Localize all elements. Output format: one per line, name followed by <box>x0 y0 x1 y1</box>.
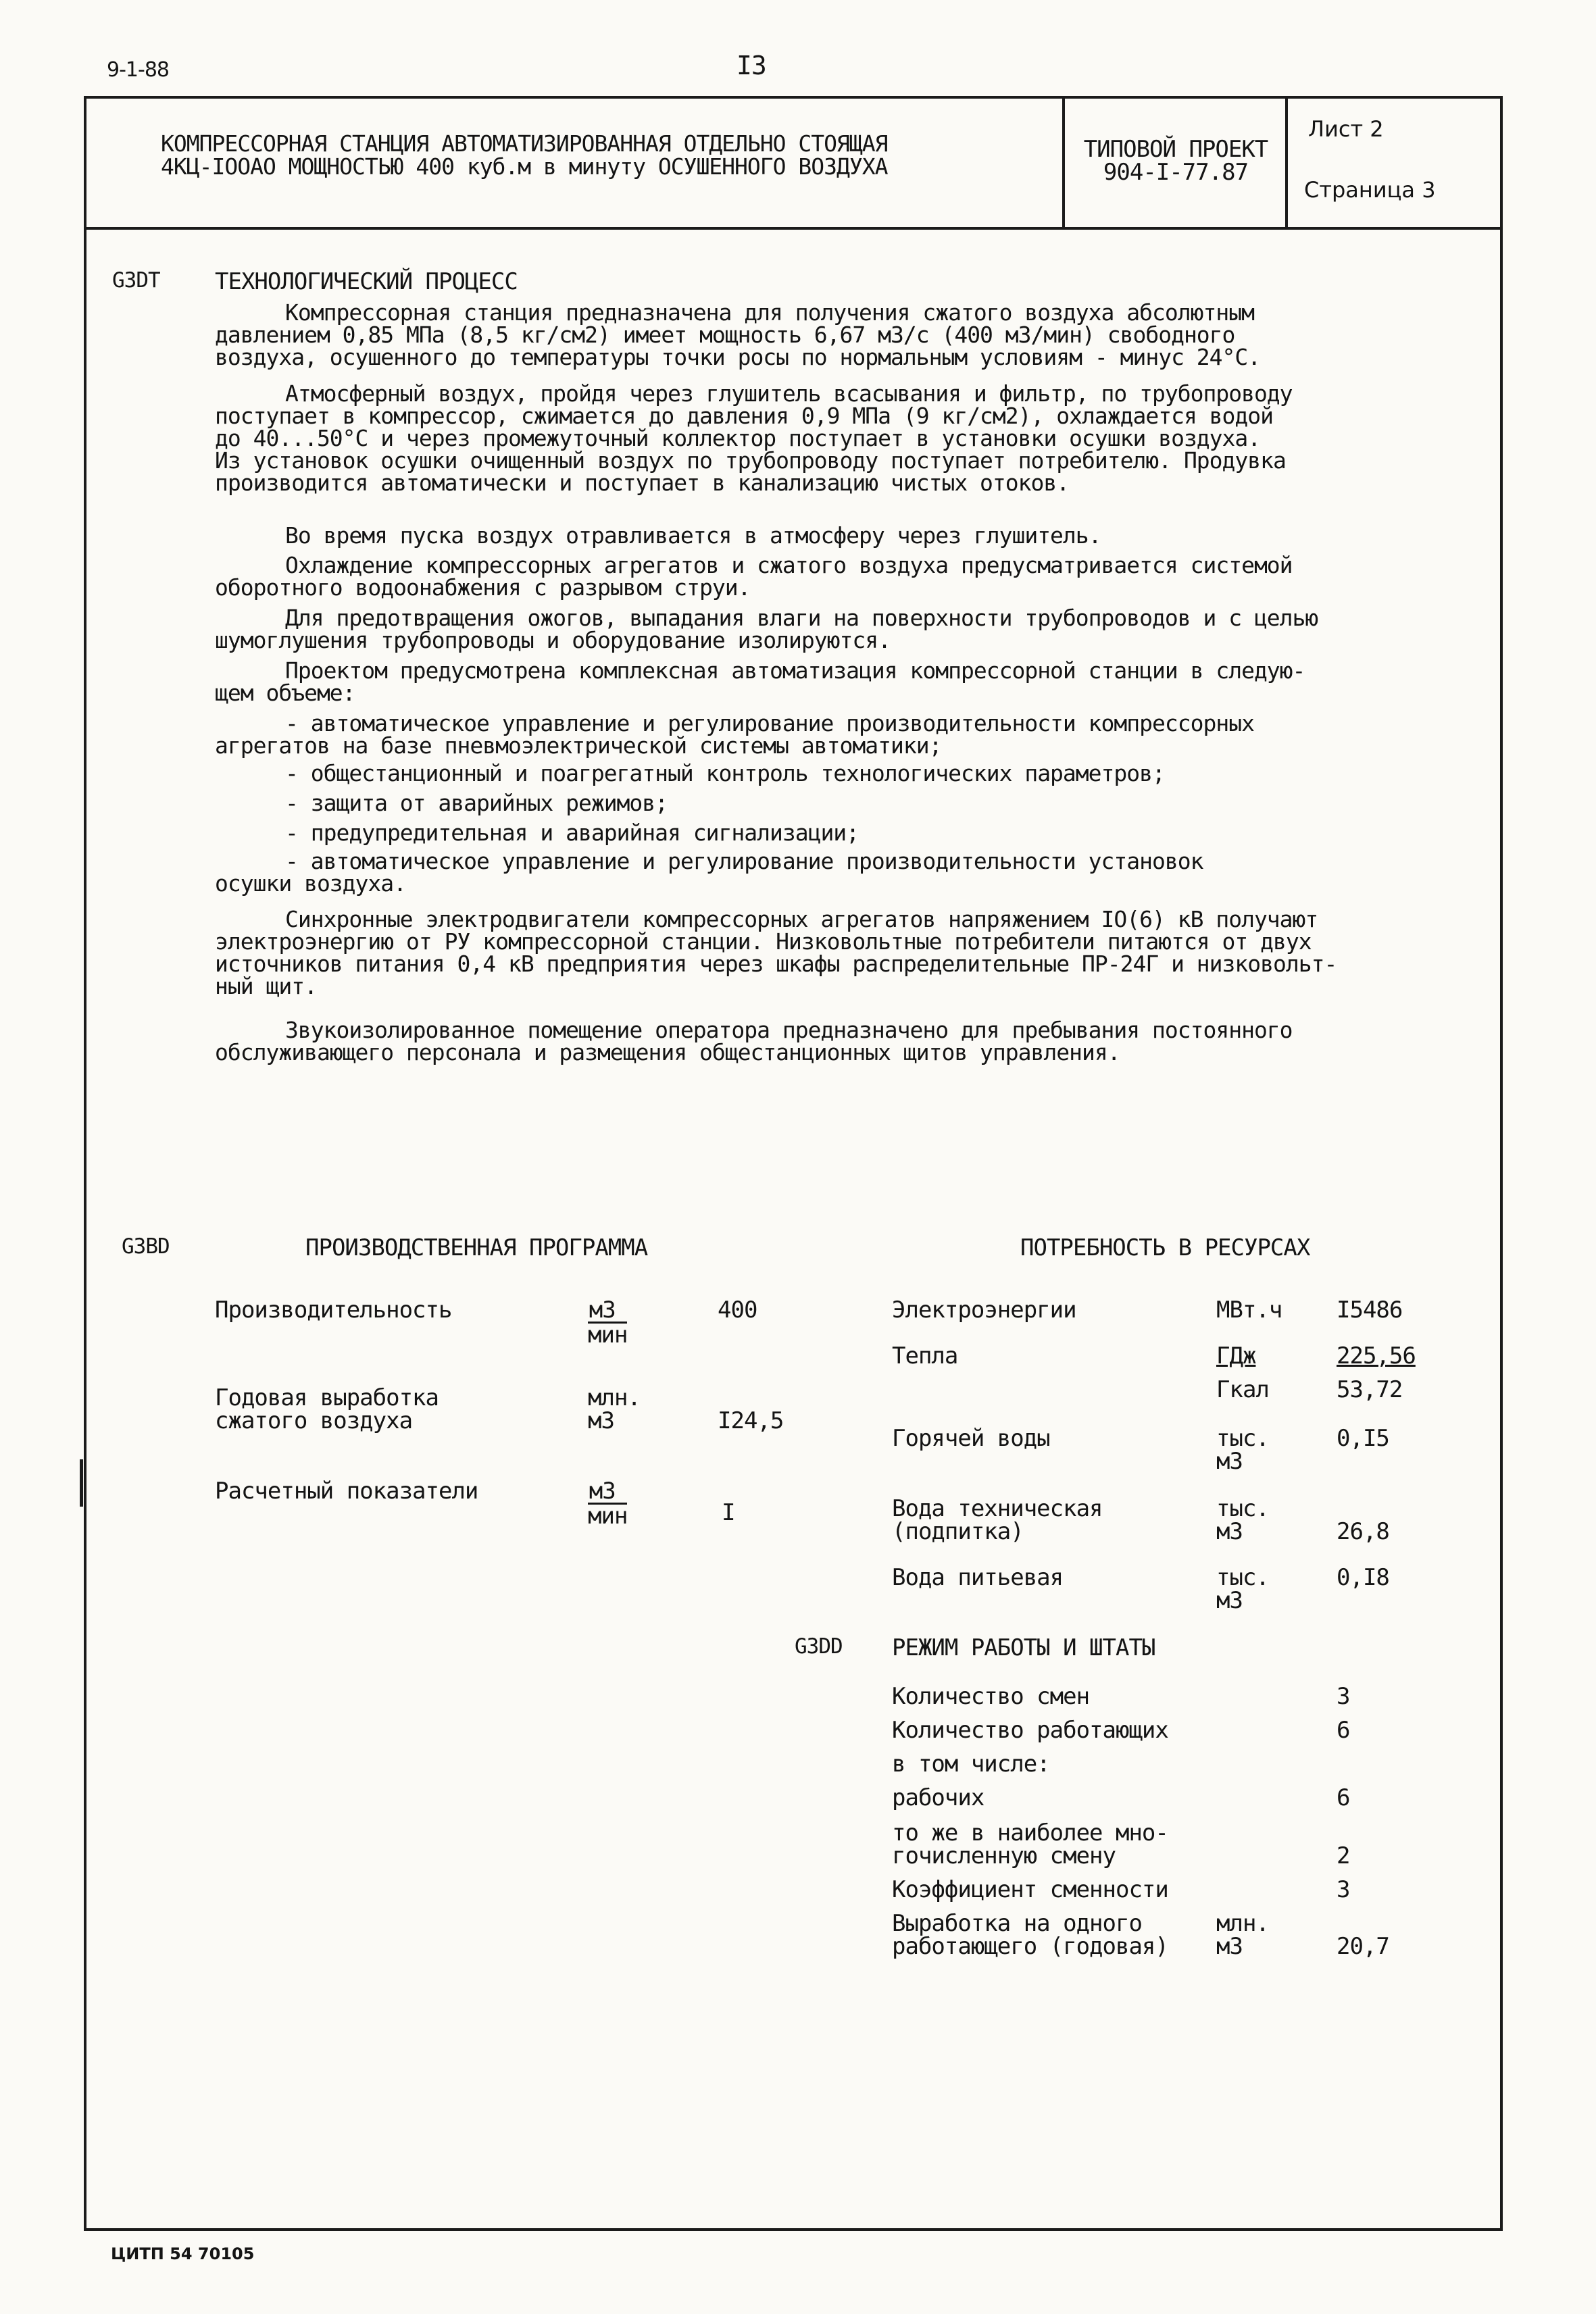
process-line: - защита от аварийных режимов; <box>285 790 668 816</box>
unit-line-1: млн. <box>588 1384 641 1411</box>
staff-label-line: в том числе: <box>892 1751 1050 1778</box>
process-paragraph <box>215 762 1165 784</box>
sheet-label: Лист 2 <box>1308 116 1384 142</box>
unit-line-2: м3 <box>1216 1518 1243 1545</box>
process-line: Во время пуска воздух отравливается в атмосферу через глушитель. <box>285 522 1101 549</box>
program-row-3 <box>215 1480 478 1503</box>
staff-value: 20,7 <box>1337 1933 1389 1960</box>
unit-numerator: м3 <box>588 1480 627 1505</box>
process-line: давлением 0,85 МПа (8,5 кг/см2) имеет мощность 6,67 м3/с (400 м3/мин) свободного <box>215 322 1235 348</box>
program-label: Расчетный показатели <box>215 1478 478 1505</box>
process-paragraph <box>215 607 1318 651</box>
program-value-1: 400 <box>718 1297 757 1324</box>
title-line-2: 4КЦ-IOOAO МОЩНОСТЬЮ 400 куб.м в минуту ОСУШЕННОГО ВОЗДУХА <box>161 153 888 180</box>
process-paragraph <box>215 850 1203 895</box>
project-block <box>1074 138 1277 184</box>
program-label-2: сжатого воздуха <box>215 1407 413 1434</box>
process-line: - автоматическое управление и регулирование производительности установок <box>285 848 1203 874</box>
resource-label: Горячей воды <box>892 1425 1050 1452</box>
process-line: осушки воздуха. <box>215 870 407 897</box>
program-label: Производительность <box>215 1297 452 1324</box>
resource-unit <box>1216 1427 1269 1473</box>
resource-value-2: 53,72 <box>1337 1376 1403 1403</box>
process-line: - автоматическое управление и регулирование производительности компрессорных <box>285 710 1254 736</box>
process-line: Синхронные электродвигатели компрессорных агрегатов напряжением IO(6) кВ получают <box>285 906 1318 932</box>
process-paragraph <box>215 554 1293 599</box>
staff-label-line: Коэффициент сменности <box>892 1876 1168 1903</box>
staff-value: 3 <box>1337 1876 1350 1903</box>
unit-line-1: тыс. <box>1216 1495 1269 1522</box>
process-line: - общестанционный и поагрегатный контроль технологических параметров; <box>285 760 1165 786</box>
resource-value: 225,56 <box>1337 1342 1416 1369</box>
print-stamp: ЦИТП 54 70105 <box>111 2244 255 2263</box>
process-line: щем объеме: <box>215 680 355 706</box>
staff-value: 6 <box>1337 1717 1350 1744</box>
resource-unit <box>1216 1497 1269 1543</box>
resource-label <box>892 1497 1103 1543</box>
resource-unit-2: Гкал <box>1216 1376 1269 1403</box>
process-title: ТЕХНОЛОГИЧЕСКИЙ ПРОЦЕСС <box>215 268 518 295</box>
resource-label: Электроэнергии <box>892 1297 1076 1324</box>
label-line-2: (подпитка) <box>892 1518 1024 1545</box>
staff-label-line: Выработка на одного <box>892 1910 1142 1937</box>
resource-unit: ГДж <box>1216 1342 1256 1369</box>
process-paragraph <box>215 712 1254 757</box>
staff-code: G3DD <box>795 1634 843 1659</box>
staff-label <box>892 1719 1168 1742</box>
doc-code: 9-1-88 <box>107 58 169 82</box>
header-divider <box>84 227 1503 230</box>
staff-value: 6 <box>1337 1784 1350 1811</box>
staff-label <box>892 1685 1089 1708</box>
resource-label: Тепла <box>892 1342 958 1369</box>
process-line: - предупредительная и аварийная сигнализации; <box>285 820 859 846</box>
resource-value: 0,I5 <box>1337 1425 1389 1452</box>
staff-label-line: то же в наиболее мно- <box>892 1819 1168 1846</box>
process-line: Из установок осушки очищенный воздух по трубопроводу поступает потребителю. Продувка <box>215 447 1286 474</box>
staff-label-line: работающего (годовая) <box>892 1933 1168 1960</box>
staff-title: РЕЖИМ РАБОТЫ И ШТАТЫ <box>892 1634 1155 1661</box>
process-paragraph <box>215 301 1260 368</box>
staff-label <box>892 1786 984 1809</box>
program-row-1 <box>215 1299 451 1322</box>
title-block <box>161 132 887 178</box>
process-line: электроэнергию от РУ компрессорной станции. Низковольтные потребители питаются от двух <box>215 928 1312 955</box>
program-label: Годовая выработка <box>215 1384 439 1411</box>
staff-value: 2 <box>1337 1842 1350 1869</box>
staff-unit-line: м3 <box>1216 1933 1243 1960</box>
process-line: Атмосферный воздух, пройдя через глушитель всасывания и фильтр, по трубопроводу <box>285 380 1293 407</box>
staff-unit <box>1216 1912 1269 1958</box>
process-paragraph <box>215 822 859 844</box>
process-line: воздуха, осушенного до температуры точки росы по нормальным условиям - минус 24°С. <box>215 344 1261 370</box>
process-line: Охлаждение компрессорных агрегатов и сжатого воздуха предусматривается системой <box>285 552 1293 578</box>
process-paragraph <box>215 908 1337 997</box>
process-line: производится автоматически и поступает в канализацию чистых отоков. <box>215 470 1070 496</box>
resource-value: I5486 <box>1337 1297 1403 1324</box>
unit-denominator: мин <box>588 1322 628 1349</box>
staff-label-line: рабочих <box>892 1784 984 1811</box>
resource-unit <box>1216 1566 1269 1612</box>
staff-label <box>892 1912 1168 1958</box>
unit-numerator: м3 <box>588 1299 627 1324</box>
program-unit-2 <box>588 1386 641 1432</box>
unit-line-2: м3 <box>1216 1448 1243 1475</box>
program-value-3: I <box>722 1499 735 1526</box>
resource-label: Вода питьевая <box>892 1564 1064 1591</box>
program-row-2 <box>215 1386 439 1432</box>
process-code: G3DT <box>112 268 160 293</box>
title-line-1: КОМПРЕССОРНАЯ СТАНЦИЯ АВТОМАТИЗИРОВАННАЯ ОТДЕЛЬНО СТОЯЩАЯ <box>161 130 888 157</box>
header-col-divider-1 <box>1062 96 1065 228</box>
staff-label-line: гочисленную смену <box>892 1842 1116 1869</box>
page-label: Страница 3 <box>1304 177 1436 203</box>
frame-mark <box>80 1459 83 1507</box>
program-value-2: I24,5 <box>718 1407 784 1434</box>
staff-label-line: Количество работающих <box>892 1717 1168 1744</box>
staff-label <box>892 1753 1050 1776</box>
process-line: до 40...50°С и через промежуточный коллектор поступает в установки осушки воздуха. <box>215 425 1261 451</box>
page-number: I3 <box>737 51 766 80</box>
program-title: ПРОИЗВОДСТВЕННАЯ ПРОГРАММА <box>305 1234 648 1261</box>
unit-line-2: м3 <box>1216 1587 1243 1614</box>
resource-value: 26,8 <box>1337 1518 1389 1545</box>
resources-title: ПОТРЕБНОСТЬ В РЕСУРСАХ <box>1020 1234 1310 1261</box>
process-line: оборотного водоонабжения с разрывом струи. <box>215 574 751 601</box>
staff-unit-line: млн. <box>1216 1910 1269 1937</box>
staff-label <box>892 1821 1168 1867</box>
process-line: ный щит. <box>215 973 317 999</box>
unit-line-2: м3 <box>588 1407 614 1434</box>
process-paragraph <box>215 382 1293 494</box>
program-unit-1 <box>588 1299 627 1347</box>
resource-unit: МВт.ч <box>1216 1297 1282 1324</box>
process-line: источников питания 0,4 кВ предприятия через шкафы распределительные ПР-24Г и низковольт- <box>215 951 1337 977</box>
label-line-1: Вода техническая <box>892 1495 1103 1522</box>
process-line: шумоглушения трубопроводы и оборудование изолируются. <box>215 627 891 653</box>
program-unit-3 <box>588 1480 627 1528</box>
unit-line-1: тыс. <box>1216 1425 1269 1452</box>
process-line: Для предотвращения ожогов, выпадания влаги на поверхности трубопроводов и с целью <box>285 605 1318 631</box>
project-title: ТИПОВОЙ ПРОЕКТ <box>1083 136 1268 163</box>
project-number: 904-I-77.87 <box>1103 159 1249 186</box>
unit-line-1: тыс. <box>1216 1564 1269 1591</box>
process-paragraph <box>215 792 668 814</box>
staff-label <box>892 1878 1168 1901</box>
process-paragraph <box>215 659 1305 704</box>
unit-denominator: мин <box>588 1503 628 1530</box>
process-paragraph <box>215 524 1101 547</box>
process-line: обслуживающего персонала и размещения общестанционных щитов управления. <box>215 1039 1120 1065</box>
process-line: агрегатов на базе пневмоэлектрической системы автоматики; <box>215 732 942 759</box>
process-line: Проектом предусмотрена комплексная автоматизация компрессорной станции в следую- <box>285 657 1305 684</box>
process-line: Звукоизолированное помещение оператора предназначено для пребывания постоянного <box>285 1017 1293 1043</box>
program-code: G3BD <box>122 1234 170 1259</box>
process-line: поступает в компрессор, сжимается до давления 0,9 МПа (9 кг/см2), охлаждается водой <box>215 403 1274 429</box>
resource-value: 0,I8 <box>1337 1564 1389 1591</box>
header-col-divider-2 <box>1285 96 1288 228</box>
process-paragraph <box>215 1019 1293 1063</box>
process-line: Компрессорная станция предназначена для получения сжатого воздуха абсолютным <box>285 299 1254 326</box>
staff-label-line: Количество смен <box>892 1683 1090 1710</box>
staff-value: 3 <box>1337 1683 1350 1710</box>
